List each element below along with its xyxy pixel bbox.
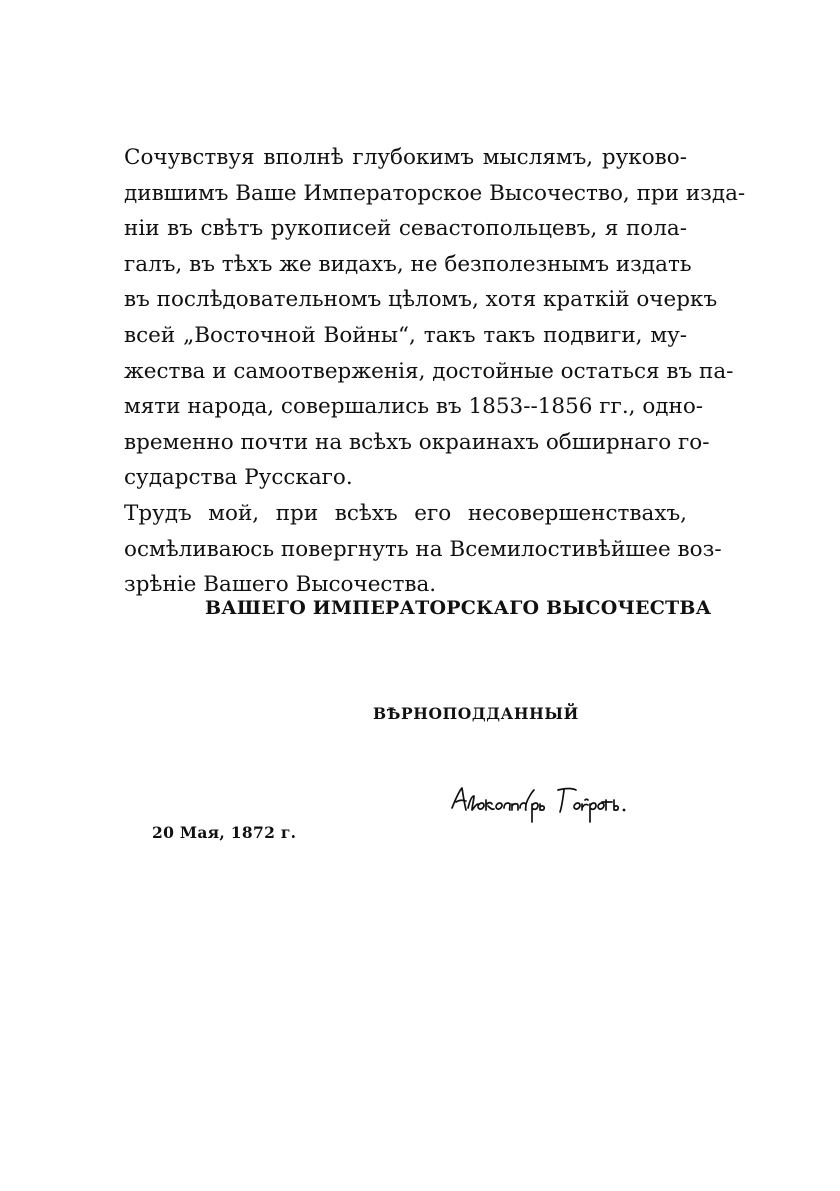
text-line: Трудъ мой, при всѣхъ его несовершенствахъ, [124, 500, 687, 526]
date-line: 20 Мая, 1872 г. [152, 823, 297, 842]
dedication-letter-body [124, 140, 746, 603]
text-line: дившимъ Ваше Императорское Высочество, при изда- [124, 180, 746, 206]
text-line: нiи въ свѣтъ рукописей севастопольцевъ, я пола- [124, 216, 687, 242]
paragraph-offering [124, 496, 722, 603]
dedication-heading: ВАШЕГО ИМПЕРАТОРСКАГО ВЫСОЧЕСТВА [205, 597, 712, 619]
paragraph-sympathy [124, 140, 746, 496]
text-line: зрѣнiе Вашего Высочества. [124, 572, 437, 598]
handwritten-signature [448, 778, 648, 838]
loyal-subject-label: ВѢРНОПОДДАННЫЙ [373, 704, 579, 723]
text-line: жества и самоотверженiя, достойные остаться въ па- [124, 358, 734, 384]
text-line: галъ, въ тѣхъ же видахъ, не безполезнымъ издать [124, 251, 692, 277]
text-line: мяти народа, совершались въ 1853--1856 гг., одно- [124, 394, 704, 420]
text-line: сударства Русскаго. [124, 465, 353, 491]
text-line: осмѣливаюсь повергнуть на Всемилостивѣйшее воз- [124, 536, 722, 562]
text-line: временно почти на всѣхъ окраинахъ обширнаго го- [124, 429, 710, 455]
text-line: въ послѣдовательномъ цѣломъ, хотя краткiй очеркъ [124, 287, 718, 313]
text-line: Сочувствуя вполнѣ глубокимъ мыслямъ, руково- [124, 145, 687, 170]
text-line: всей „Восточной Войны“, такъ такъ подвиги, му- [124, 322, 687, 348]
